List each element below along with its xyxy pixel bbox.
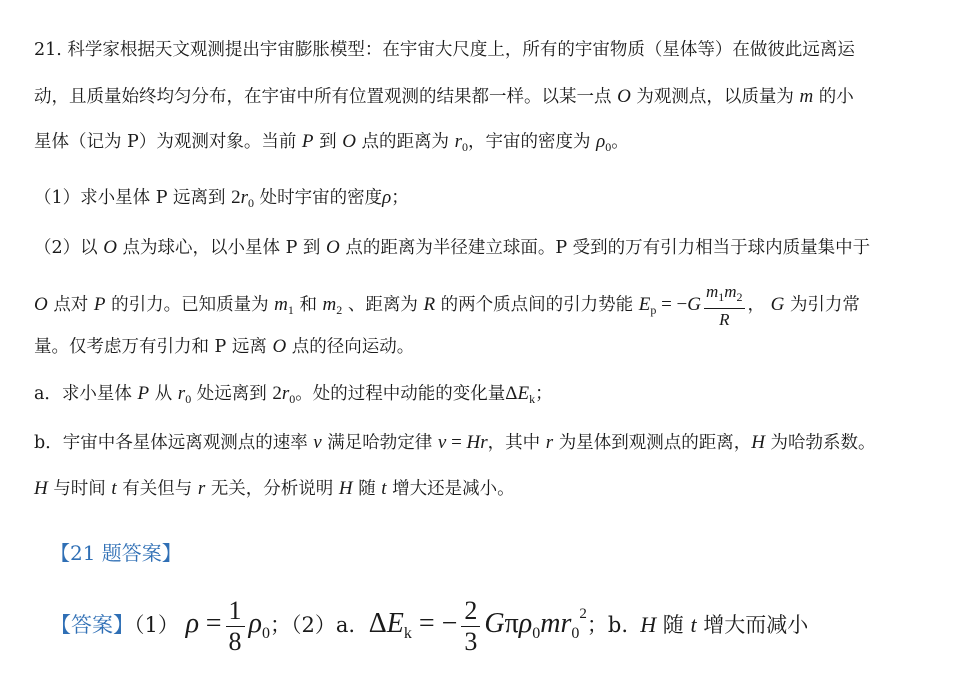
question-part-2-line-1: （2）以 O 点为球心，以小星体 P 到 O 点的距离为半径建立球面。P 受到的万有引力相当于球内质量集中于 [34,237,871,258]
question-number: 21. [34,40,62,60]
fraction-1-over-8: $\frac{1}{8}$ [226,596,245,657]
question-part-2-line-2: O 点对 P 的引力。已知质量为 $m_1$ 和 $m_2$ 、距离为 R 的两个质点间的引力势能 $E_p = -G$ $\frac{m_1m_2}{R}$ ， G 为引力常 [34,281,860,329]
question-part-2-line-3: 量。仅考虑万有引力和 P 远离 O 点的径向运动。 [34,336,415,357]
answer-label: 【答案】 [50,613,134,637]
question-line-3: 星体（记为 P）为观测对象。当前 P 到 O 点的距离为 $r_0$，宇宙的密度为 $\rho_0$。 [34,131,629,154]
fraction-m1m2-over-R: $\frac{m_1m_2}{R}$ [705,281,743,329]
formula-hubble-law: v = Hr [437,432,488,453]
symbol-m: m [799,86,814,107]
question-line-2: 动，且质量始终均匀分布，在宇宙中所有位置观测的结果都一样。以某一点 O 为观测点，以质量为 m 的小 [34,86,854,107]
fraction-2-over-3: $\frac{2}{3}$ [461,596,480,657]
question-part-a: a．求小星体 P 从 $r_0$ 处远离到 $2r_0$。处的过程中动能的变化量$\Delta E_k$； [34,383,553,406]
question-part-b-line-1: b．宇宙中各星体远离观测点的速率 v 满足哈勃定律 v = Hr，其中 r 为星体到观测点的距离，H 为哈勃系数。 [34,432,876,453]
symbol-r0: $r_0$ [454,131,468,154]
symbol-O: O [617,86,631,107]
symbol-delta-ek: $\Delta E_k$ [505,383,536,406]
answer-line: 【答案】（1） ρ = $\frac{1}{8}$ $\rho_0$；（2）a. $\Delta E_k$ = − $\frac{2}{3}$ $G\pi\rho_0mr_0^2$；b. H 随 t 增大而减小 [50,596,809,656]
formula-potential-energy: $E_p = -G$ [638,294,701,317]
symbol-rho0: $\rho_0$ [596,131,612,154]
answer-delta-ek: $\Delta E_k$ = − [361,608,458,642]
question-line-1: 21. 科学家根据天文观测提出宇宙膨胀模型：在宇宙大尺度上，所有的宇宙物质（星体等）在做彼此远离运 [34,40,855,60]
question-part-1: （1）求小星体 P 远离到 $2r_0$ 处时宇宙的密度ρ； [34,187,409,210]
question-part-b-line-2: H 与时间 t 有关但与 r 无关，分析说明 H 随 t 增大还是减小。 [34,478,515,499]
answer-heading: 【21 题答案】 [50,541,182,565]
